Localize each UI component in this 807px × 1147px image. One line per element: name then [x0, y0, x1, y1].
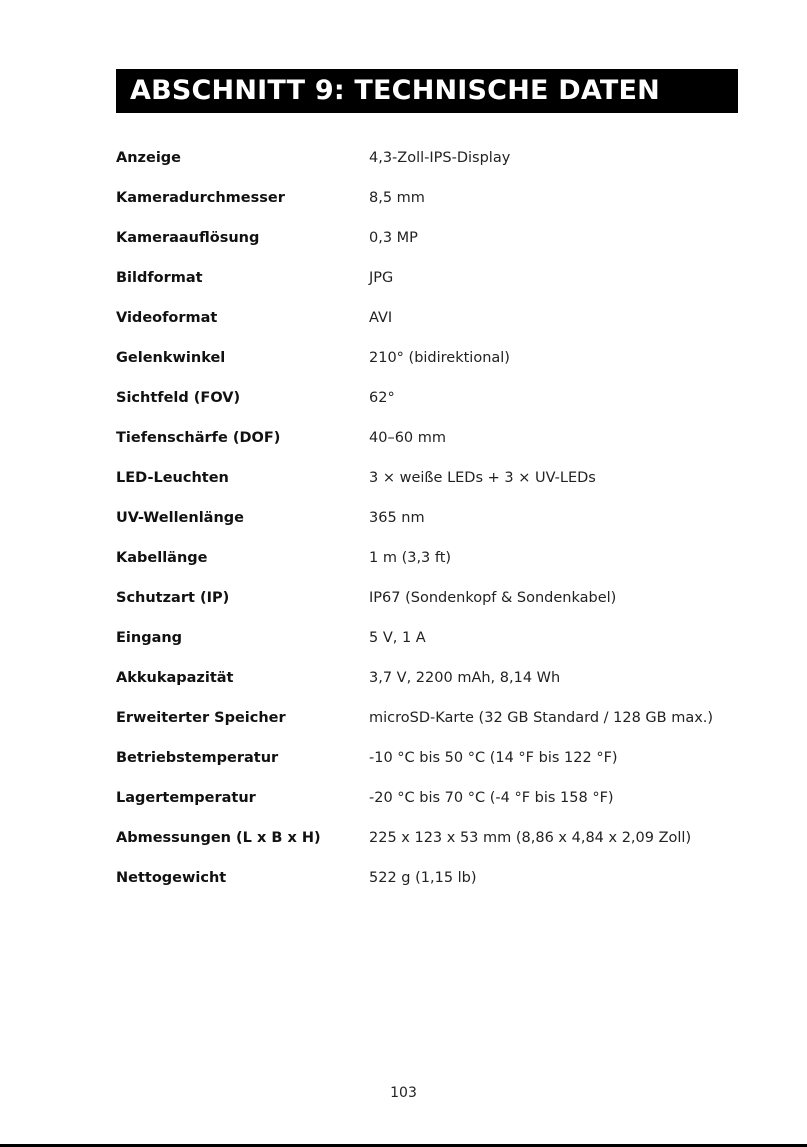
spec-row-gelenkwinkel: [116, 338, 736, 378]
spec-value: 522 g (1,15 lb): [369, 870, 477, 886]
spec-label: Kabellänge: [116, 550, 208, 566]
spec-value: -20 °C bis 70 °C (-4 °F bis 158 °F): [369, 790, 614, 806]
spec-value: 225 x 123 x 53 mm (8,86 x 4,84 x 2,09 Zoll): [369, 830, 692, 846]
spec-row-kameraaufloesung: [116, 218, 736, 258]
spec-label: Bildformat: [116, 270, 203, 286]
spec-value: -10 °C bis 50 °C (14 °F bis 122 °F): [369, 750, 618, 766]
spec-label: UV-Wellenlänge: [116, 510, 245, 526]
spec-value: microSD-Karte (32 GB Standard / 128 GB max.): [369, 710, 714, 726]
spec-row-betriebstemperatur: [116, 738, 736, 778]
spec-row-nettogewicht: [116, 858, 736, 898]
spec-label: Nettogewicht: [116, 870, 227, 886]
spec-row-tiefenschaerfe: [116, 418, 736, 458]
spec-row-bildformat: [116, 258, 736, 298]
spec-label: Gelenkwinkel: [116, 350, 226, 366]
spec-value: 62°: [369, 390, 395, 406]
spec-row-schutzart: [116, 578, 736, 618]
spec-label: Schutzart (IP): [116, 590, 230, 606]
spec-label: Videoformat: [116, 310, 218, 326]
spec-row-abmessungen: [116, 818, 736, 858]
spec-value: 40–60 mm: [369, 430, 447, 446]
spec-value: AVI: [369, 310, 393, 326]
spec-value: 5 V, 1 A: [369, 630, 426, 646]
spec-label: Akkukapazität: [116, 670, 234, 686]
spec-value: IP67 (Sondenkopf & Sondenkabel): [369, 590, 617, 606]
spec-label: Abmessungen (L x B x H): [116, 830, 321, 846]
spec-label: Sichtfeld (FOV): [116, 390, 241, 406]
spec-row-anzeige: [116, 138, 736, 178]
spec-row-led-leuchten: [116, 458, 736, 498]
spec-value: 8,5 mm: [369, 190, 425, 206]
spec-value: JPG: [369, 270, 394, 286]
spec-label: LED-Leuchten: [116, 470, 229, 486]
spec-row-kabellaenge: [116, 538, 736, 578]
spec-row-erweiterter-speicher: [116, 698, 736, 738]
spec-table: [116, 138, 736, 898]
spec-label: Anzeige: [116, 150, 182, 166]
spec-label: Kameradurchmesser: [116, 190, 285, 206]
spec-row-uv-wellenlaenge: [116, 498, 736, 538]
spec-row-videoformat: [116, 298, 736, 338]
spec-row-sichtfeld: [116, 378, 736, 418]
spec-row-eingang: [116, 618, 736, 658]
spec-label: Tiefenschärfe (DOF): [116, 430, 281, 446]
spec-label: Betriebstemperatur: [116, 750, 279, 766]
spec-value: 365 nm: [369, 510, 425, 526]
spec-row-lagertemperatur: [116, 778, 736, 818]
spec-value: 0,3 MP: [369, 230, 418, 246]
spec-value: 3,7 V, 2200 mAh, 8,14 Wh: [369, 670, 561, 686]
page-number: 103: [390, 1085, 417, 1101]
spec-row-akkukapazitaet: [116, 658, 736, 698]
spec-value: 1 m (3,3 ft): [369, 550, 452, 566]
spec-label: Erweiterter Speicher: [116, 710, 286, 726]
section-title: ABSCHNITT 9: TECHNISCHE DATEN: [116, 69, 738, 113]
spec-value: 3 × weiße LEDs + 3 × UV-LEDs: [369, 470, 596, 486]
spec-label: Eingang: [116, 630, 183, 646]
spec-label: Kameraauflösung: [116, 230, 260, 246]
spec-row-kameradurchmesser: [116, 178, 736, 218]
spec-value: 4,3-Zoll-IPS-Display: [369, 150, 511, 166]
spec-label: Lagertemperatur: [116, 790, 256, 806]
spec-value: 210° (bidirektional): [369, 350, 510, 366]
